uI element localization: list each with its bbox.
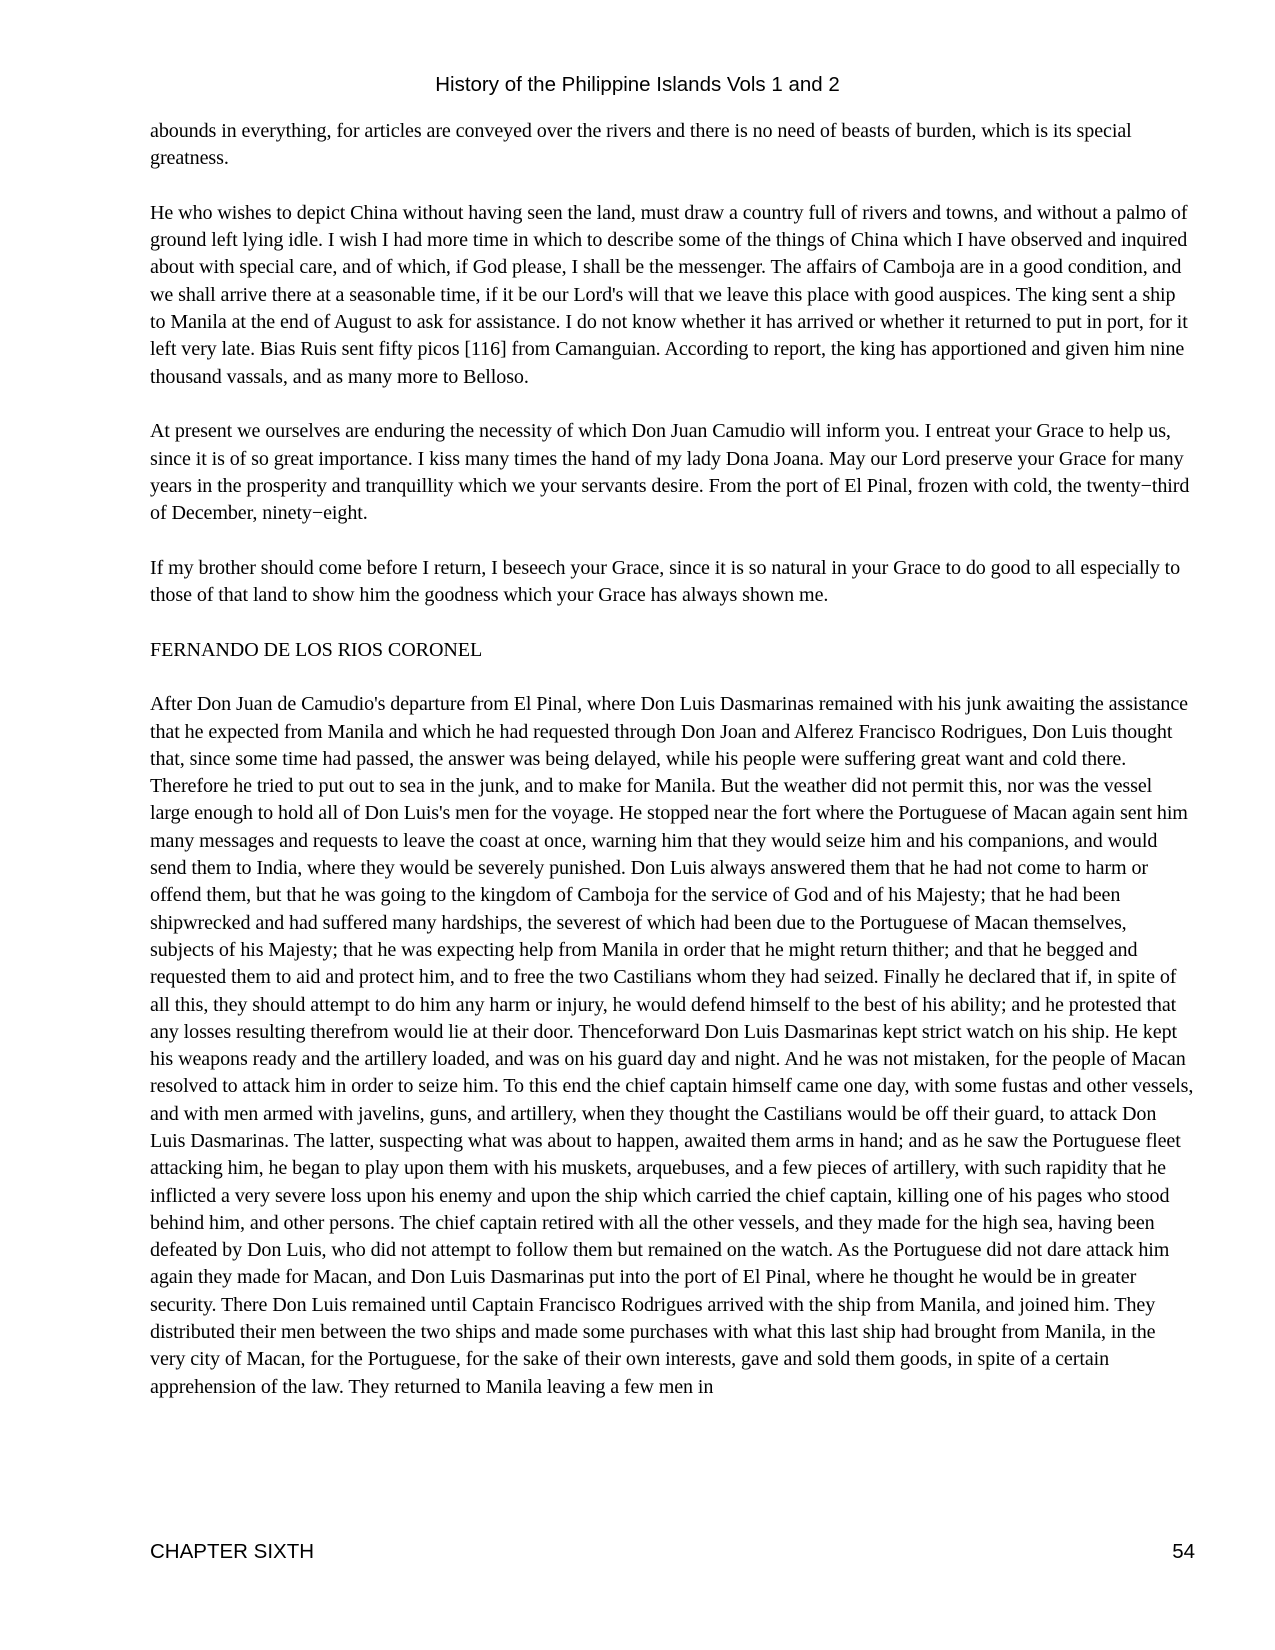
footer-chapter-title: CHAPTER SIXTH (150, 1540, 315, 1563)
paragraph-continuation: abounds in everything, for articles are conveyed over the rivers and there is no need of beasts of burden, which is its special greatness. (150, 120, 1132, 170)
paragraph-brother-request: If my brother should come before I return, I beseech your Grace, since it is so natural in your Grace to do good to all especially to those of that land to show him the goodness which your Grace has always shown me. (150, 556, 1181, 607)
running-header-title: History of the Philippine Islands Vols 1 and 2 (435, 73, 840, 96)
running-footer (150, 1538, 1195, 1566)
paragraph-narrative: After Don Juan de Camudio's departure from El Pinal, where Don Luis Dasmarinas remained with his junk awaiting the assistance that he expected from Manila and which he had requested through Don Joan and Alferez Francisco Rodrigues, Don Luis thought that, since some time had passed, the answer was being delayed, while his people were suffering great want and cold there. Therefore he tried to put out to sea in the junk, and to make for Manila. But the weather did not permit this, nor was the vessel large enough to hold all of Don Luis's men for the voyage. He stopped near the fort where the Portuguese of Macan again sent him many messages and requests to leave the coast at once, warning him that they would seize him and his companions, and would send them to India, where they would be severely punished. Don Luis always answered them that he had not come to harm or offend them, but that he was going to the kingdom of Camboja for the service of God and of his Majesty; that he had been shipwrecked and had suffered many hardships, the severest of which had been due to the Portuguese of Macan themselves, subjects of his Majesty; that he was expecting help from Manila in order that he might return thither; and that he begged and requested them to aid and protect him, and to free the two Castilians whom they had seized. Finally he declared that if, in spite of all this, they should attempt to do him any harm or injury, he would defend himself to the best of his ability; and he protested that any losses resulting therefrom would lie at their door. Thenceforward Don Luis Dasmarinas kept strict watch on his ship. He kept his weapons ready and the artillery loaded, and was on his guard day and night. And he was not mistaken, for the people of Macan resolved to attack him in order to seize him. To this end the chief captain himself came one day, with some fustas and other vessels, and with men armed with javelins, guns, and artillery, when they thought the Castilians would be off their guard, to attack Don Luis Dasmarinas. The latter, suspecting what was about to happen, awaited them arms in hand; and as he saw the Portuguese fleet attacking him, he began to play upon them with his muskets, arquebuses, and a few pieces of artillery, with such rapidity that he inflicted a very severe loss upon his enemy and upon the ship which carried the chief captain, killing one of his pages who stood behind him, and other persons. The chief captain retired with all the other vessels, and they made for the high sea, having been defeated by Don Luis, who did not attempt to follow them but remained on the watch. As the Portuguese did not dare attack him again they made for Macan, and Don Luis Dasmarinas put into the port of El Pinal, where he thought he would be in greater security. There Don Luis remained until Captain Francisco Rodrigues arrived with the ship from Manila, and joined him. They distributed their men between the two ships and made some purchases with what this last ship had brought from Manila, in the very city of Macan, for the Portuguese, for the sake of their own interests, gave and sold them goods, in spite of a certain apprehension of the law. They returned to Manila leaving a few men in (150, 693, 1194, 1398)
paragraph-present-necessity: At present we ourselves are enduring the necessity of which Don Juan Camudio will inform you. I entreat your Grace to help us, since it is of so great importance. I kiss many times the hand of my lady Dona Joana. May our Lord preserve your Grace for many years in the prosperity and tranquillity which we your servants desire. From the port of El Pinal, frozen with cold, the twenty−third of December, ninety−eight. (150, 420, 1190, 525)
paragraph-china-description: He who wishes to depict China without having seen the land, must draw a country full of rivers and towns, and without a palmo of ground left lying idle. I wish I had more time in which to describe some of the things of China which I have observed and inquired about with special care, and of which, if God please, I shall be the messenger. The affairs of Camboja are in a good condition, and we shall arrive there at a seasonable time, if it be our Lord's will that we leave this place with good auspices. The king sent a ship to Manila at the end of August to ask for assistance. I do not know whether it has arrived or whether it returned to put in port, for it left very late. Bias Ruis sent fifty picos [116] from Camanguian. According to report, the king has apportioned and given him nine thousand vassals, and as many more to Belloso. (150, 201, 1188, 388)
footer-page-number: 54 (1172, 1540, 1195, 1563)
page-body (150, 118, 1195, 1401)
letter-signature: FERNANDO DE LOS RIOS CORONEL (150, 638, 483, 661)
